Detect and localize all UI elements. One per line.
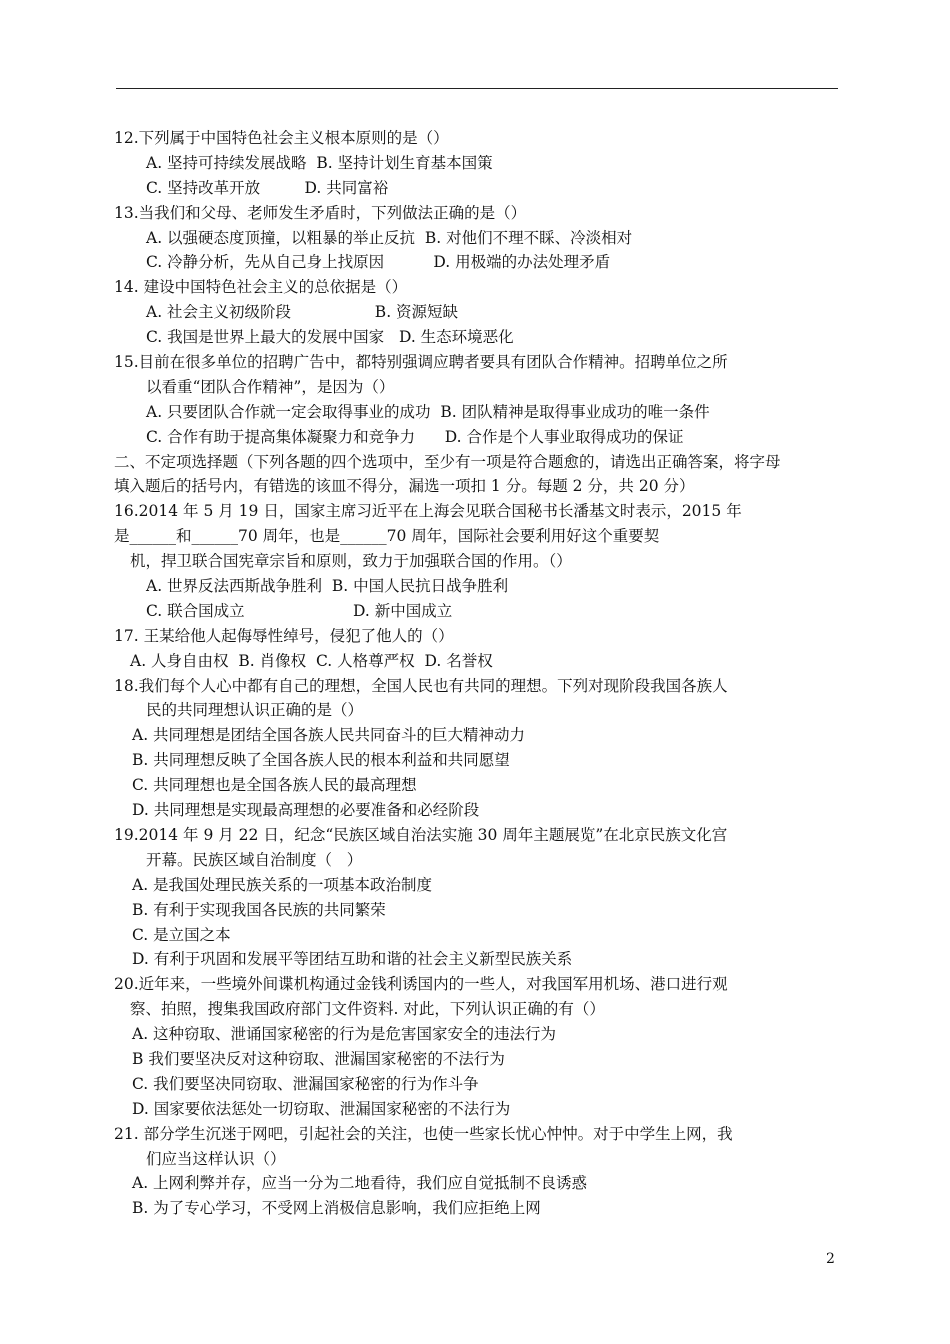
text-line: 20.近年来，一些境外间谍机构通过金钱利诱国内的一些人，对我国军用机场、港口进行观 [114,975,728,994]
text-line: A. 只要团队合作就一定会取得事业的成功 B. 团队精神是取得事业成功的唯一条件 [146,402,710,421]
text-line: 以看重“团队合作精神”，是因为（） [146,377,395,396]
text-line: A. 共同理想是团结全国各族人民共同奋斗的巨大精神动力 [132,726,526,745]
text-line: A. 坚持可持续发展战略 B. 坚持计划生育基本国策 [146,153,493,172]
text-line: A. 社会主义初级阶段 B. 资源短缺 [146,303,459,322]
text-line: 察、拍照，搜集我国政府部门文件资料. 对此，下列认识正确的有（） [130,1000,605,1019]
text-line: 16.2014 年 5 月 19 日，国家主席习近平在上海会见联合国秘书长潘基文时表示，2015 年 [114,502,742,521]
text-line: 14. 建设中国特色社会主义的总依据是（） [114,278,408,297]
text-line: C. 是立国之本 [132,925,231,944]
text-line: B. 有利于实现我国各民族的共同繁荣 [132,900,386,919]
text-line: A. 是我国处理民族关系的一项基本政治制度 [132,875,433,894]
question-content [114,126,844,1221]
text-line: A. 人身自由权 B. 肖像权 C. 人格尊严权 D. 名誉权 [130,651,493,670]
text-line: 12.下列属于中国特色社会主义根本原则的是（） [114,129,449,147]
text-line: C. 我们要坚决同窃取、泄漏国家秘密的行为作斗争 [132,1074,479,1093]
text-line: 是______和______70 周年，也是______70 周年，国际社会要利用好这个重要契 [114,527,660,546]
text-line: 民的共同理想认识正确的是（） [146,701,364,720]
text-line: 开幕。民族区域自治制度（ ） [146,850,363,869]
text-line: 机，捍卫联合国宪章宗旨和原则，致力于加强联合国的作用。（） [130,552,572,571]
text-line: A. 上网利弊并存，应当一分为二地看待，我们应自觉抵制不良诱惑 [132,1174,588,1193]
text-line: 们应当这样认识（） [146,1149,286,1168]
text-line: 二、不定项选择题（下列各题的四个选项中，至少有一项是符合题愈的，请选出正确答案，将字母 [114,452,781,471]
text-line: 19.2014 年 9 月 22 日，纪念“民族区域自治法实施 30 周年主题展览”在北京民族文化宫 [114,825,728,844]
text-line: D. 共同理想是实现最高理想的必要准备和必经阶段 [132,801,480,820]
text-line: C. 坚持改革开放 D. 共同富裕 [146,178,389,197]
text-line: 填入题后的括号内，有错选的该皿不得分，漏选一项扣 1 分。每题 2 分，共 20 分） [114,477,695,496]
text-line: C. 联合国成立 D. 新中国成立 [146,601,453,620]
text-line: 13.当我们和父母、老师发生矛盾时，下列做法正确的是（） [114,203,527,222]
text-line: D. 国家要依法惩处一切窃取、泄漏国家秘密的不法行为 [132,1099,511,1118]
header-rule [116,88,838,89]
text-line: C. 冷静分析，先从自己身上找原因 D. 用极端的办法处理矛盾 [146,253,611,272]
text-line: B. 为了专心学习，不受网上消极信息影响，我们应拒绝上网 [132,1199,541,1218]
text-line: A. 以强硬态度顶撞，以粗暴的举止反抗 B. 对他们不理不睬、冷淡相对 [146,228,633,247]
page-number: 2 [826,1251,835,1267]
text-line: 21. 部分学生沉迷于网吧，引起社会的关注，也使一些家长忧心忡忡。对于中学生上网，我 [114,1124,733,1143]
text-line: A. 这种窃取、泄诵国家秘密的行为是危害国家安全的违法行为 [132,1025,557,1044]
text-line: 17. 王某给他人起侮辱性绰号，侵犯了他人的（） [114,626,454,645]
text-line: 18.我们每个人心中都有自己的理想，全国人民也有共同的理想。下列对现阶段我国各族人 [114,676,728,695]
text-line: D. 有利于巩固和发展平等团结互助和谐的社会主义新型民族关系 [132,950,573,969]
text-line: A. 世界反法西斯战争胜利 B. 中国人民抗日战争胜利 [146,577,509,596]
text-line: B. 共同理想反映了全国各族人民的根本利益和共同愿望 [132,751,510,770]
text-line: C. 我国是世界上最大的发展中国家 D. 生态环境恶化 [146,328,514,347]
text-line: B 我们要坚决反对这种窃取、泄漏国家秘密的不法行为 [132,1049,505,1068]
text-line: C. 共同理想也是全国各族人民的最高理想 [132,776,417,795]
text-line: 15.目前在很多单位的招聘广告中，都特别强调应聘者要具有团队合作精神。招聘单位之所 [114,353,728,372]
text-line: C. 合作有助于提高集体凝聚力和竞争力 D. 合作是个人事业取得成功的保证 [146,427,684,446]
